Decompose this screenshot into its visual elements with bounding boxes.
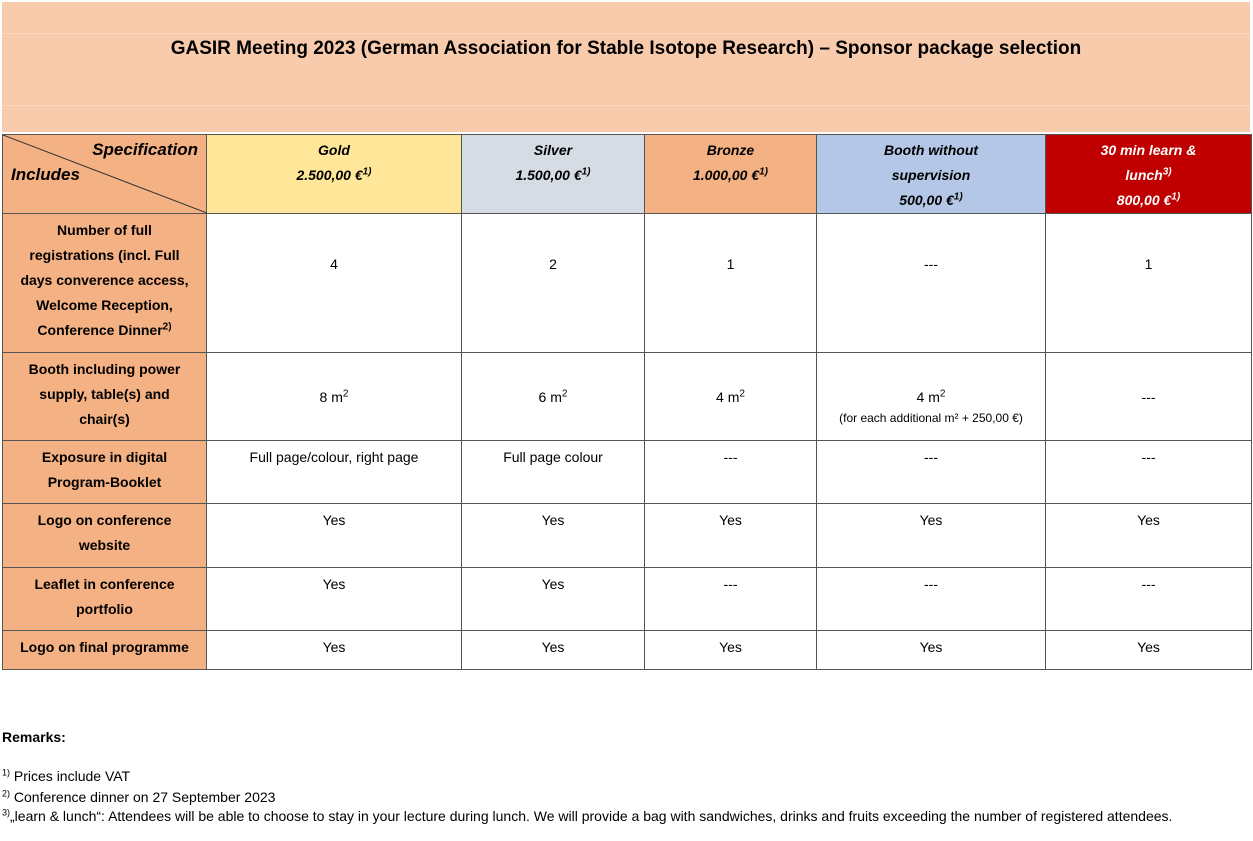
- package-name: Bronze: [706, 142, 755, 158]
- cell-logo-web-lunch: Yes: [1046, 504, 1252, 568]
- booth-extra-note: (for each additional m² + 250,00 €): [839, 411, 1023, 425]
- label-line: Conference Dinner: [37, 322, 163, 338]
- cell-registrations-gold: 4: [207, 214, 462, 353]
- label-line: website: [78, 537, 131, 553]
- label-line: supply, table(s) and: [39, 386, 170, 402]
- table-row: [3, 441, 1252, 504]
- package-name-line2: supervision: [891, 167, 971, 183]
- cell-leaflet-booth: ---: [817, 568, 1046, 631]
- label-line: days converence access,: [20, 272, 189, 288]
- cell-booth-lunch: ---: [1046, 353, 1252, 441]
- label-line: Logo on conference: [37, 512, 172, 528]
- sponsor-table: [2, 134, 1252, 670]
- cell-logo-prog-booth: Yes: [817, 631, 1046, 670]
- footnote-mark: 1): [2, 767, 11, 778]
- cell-exposure-silver: Full page colour: [462, 441, 645, 504]
- cell-booth-silver: [462, 353, 645, 441]
- package-name-line2: lunch: [1125, 167, 1163, 183]
- cell-registrations-booth: ---: [817, 214, 1046, 353]
- footnote-3: [2, 808, 1172, 824]
- label-line: Logo on final programme: [20, 639, 189, 655]
- package-price-note: 1): [759, 166, 769, 178]
- package-price-note: 1): [362, 166, 372, 178]
- cell-leaflet-bronze: ---: [645, 568, 817, 631]
- package-silver: [462, 135, 645, 214]
- package-price: 800,00 €: [1116, 192, 1172, 208]
- package-bronze: [645, 135, 817, 214]
- cell-booth-gold: [207, 353, 462, 441]
- page-title: GASIR Meeting 2023 (German Association for Stable Isotope Research) – Sponsor package selection: [170, 38, 1082, 59]
- package-learn-lunch: [1046, 135, 1252, 214]
- cell-logo-web-booth: Yes: [817, 504, 1046, 568]
- row-label-leaflet: [3, 568, 207, 631]
- package-name-line1: Booth without: [883, 142, 979, 158]
- label-line: Booth including power: [28, 361, 181, 377]
- cell-logo-web-bronze: Yes: [645, 504, 817, 568]
- table-row: [3, 631, 1252, 670]
- table-row: [3, 568, 1252, 631]
- corner-cell: [3, 135, 207, 214]
- table-row: [3, 353, 1252, 441]
- title-banner: [2, 2, 1250, 132]
- package-price: 1.500,00 €: [515, 167, 582, 183]
- cell-leaflet-silver: Yes: [462, 568, 645, 631]
- remarks-heading: Remarks:: [2, 729, 66, 745]
- footnote-text: „learn & lunch“: Attendees will be able to choose to stay in your lecture during lunch. We will provide a bag with sandwiches, drinks and fruits exceeding the number of registered attendees.: [10, 808, 1173, 824]
- footnote-2: [2, 789, 275, 805]
- cell-registrations-lunch: 1: [1046, 214, 1252, 353]
- row-label-booth: [3, 353, 207, 441]
- cell-leaflet-lunch: ---: [1046, 568, 1252, 631]
- footnote-mark: 2): [2, 788, 11, 799]
- cell-exposure-booth: ---: [817, 441, 1046, 504]
- cell-booth-booth: [817, 353, 1046, 441]
- cell-logo-web-gold: Yes: [207, 504, 462, 568]
- package-name-line1: 30 min learn &: [1100, 142, 1197, 158]
- unit-sup: 2: [939, 388, 946, 400]
- package-price-note: 1): [581, 166, 591, 178]
- cell-booth-bronze: [645, 353, 817, 441]
- package-gold: [207, 135, 462, 214]
- label-line: Leaflet in conference: [34, 576, 175, 592]
- cell-registrations-silver: 2: [462, 214, 645, 353]
- cell-logo-prog-silver: Yes: [462, 631, 645, 670]
- footnote-1: [2, 768, 130, 784]
- package-price: 1.000,00 €: [692, 167, 760, 183]
- label-line: Welcome Reception,: [36, 297, 173, 313]
- cell-logo-prog-gold: Yes: [207, 631, 462, 670]
- footnote-text: Prices include VAT: [10, 768, 131, 784]
- specification-label: Specification: [92, 140, 198, 159]
- row-label-exposure: [3, 441, 207, 504]
- label-line: portfolio: [76, 601, 133, 617]
- booth-size: 4 m: [916, 389, 940, 405]
- cell-logo-prog-lunch: Yes: [1046, 631, 1252, 670]
- label-line: Exposure in digital: [41, 449, 168, 465]
- row-label-logo-prog: [3, 631, 207, 670]
- package-name-note: 3): [1162, 166, 1172, 178]
- booth-size: 6 m: [538, 389, 562, 405]
- package-price: 500,00 €: [899, 192, 954, 208]
- label-line: Program-Booklet: [47, 474, 162, 490]
- unit-sup: 2: [342, 388, 349, 400]
- row-label-logo-web: [3, 504, 207, 568]
- unit-sup: 2: [739, 388, 745, 400]
- package-booth: [817, 135, 1046, 214]
- cell-exposure-lunch: ---: [1046, 441, 1252, 504]
- footnote-text: Conference dinner on 27 September 2023: [10, 789, 276, 805]
- footnote-mark: 3): [2, 807, 11, 818]
- package-price-note: 1): [1171, 191, 1181, 203]
- booth-size: 8 m: [319, 389, 343, 405]
- cell-logo-web-silver: Yes: [462, 504, 645, 568]
- label-line: Number of full: [57, 222, 152, 238]
- cell-exposure-gold: Full page/colour, right page: [207, 441, 462, 504]
- unit-sup: 2: [561, 388, 568, 400]
- includes-label: Includes: [11, 165, 80, 184]
- label-note: 2): [162, 321, 172, 333]
- cell-logo-prog-bronze: Yes: [645, 631, 817, 670]
- label-line: chair(s): [79, 411, 130, 427]
- package-price-note: 1): [953, 191, 963, 203]
- label-line: registrations (incl. Full: [29, 247, 180, 263]
- package-name: Silver: [533, 142, 573, 158]
- row-label-registrations: [3, 214, 207, 353]
- header-row: [3, 135, 1252, 214]
- cell-exposure-bronze: ---: [645, 441, 817, 504]
- cell-registrations-bronze: 1: [645, 214, 817, 353]
- booth-size: 4 m: [716, 389, 740, 405]
- cell-leaflet-gold: Yes: [207, 568, 462, 631]
- package-name: Gold: [318, 142, 350, 158]
- table-row: [3, 214, 1252, 353]
- package-price: 2.500,00 €: [296, 167, 363, 183]
- table-row: [3, 504, 1252, 568]
